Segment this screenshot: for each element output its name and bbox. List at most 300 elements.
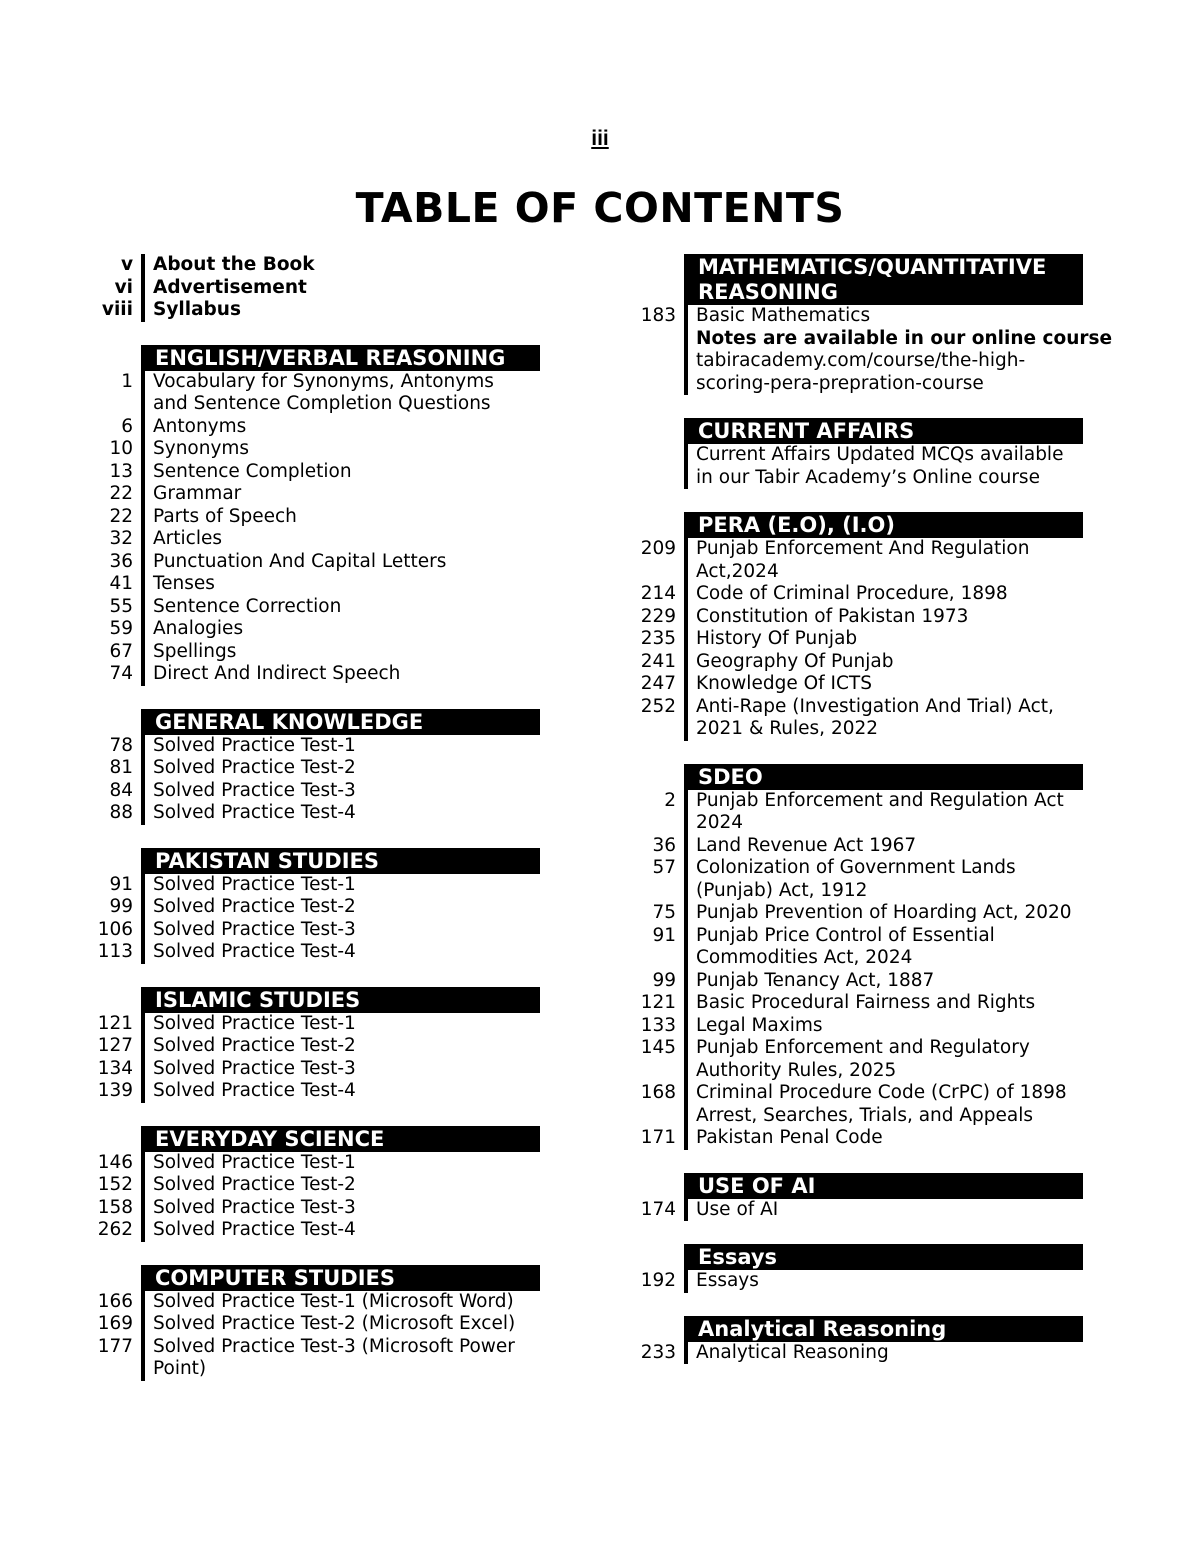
entry-title	[684, 673, 1083, 696]
entry-page-number: 6	[121, 415, 133, 437]
toc-section	[638, 418, 1083, 489]
entry-title-line: Legal Maxims	[696, 1014, 823, 1036]
entry-title-line: Essays	[696, 1270, 759, 1291]
entry-page-number: 183	[640, 305, 676, 326]
entry-title	[684, 1127, 1083, 1150]
section-heading[interactable]	[684, 1316, 1083, 1342]
entry-page-number: 41	[109, 573, 133, 594]
entry-title	[684, 1037, 1083, 1082]
toc-entry[interactable]	[95, 299, 540, 322]
section-header-row	[638, 254, 1083, 305]
toc-entry[interactable]	[95, 596, 540, 619]
toc-entry[interactable]	[95, 941, 540, 964]
toc-entry[interactable]	[95, 919, 540, 942]
entry-title-line: Anti-Rape (Investigation And Trial) Act,	[696, 695, 1054, 717]
entry-title	[141, 1197, 540, 1220]
entry-title	[141, 1174, 540, 1197]
section-header-row	[95, 848, 540, 874]
entry-title-line: Direct And Indirect Speech	[153, 663, 401, 684]
entry-title-line: Land Revenue Act 1967	[696, 834, 917, 856]
entry-page-number: 10	[109, 438, 133, 459]
entry-title	[141, 663, 540, 686]
toc-entry[interactable]	[638, 327, 1113, 351]
entry-page-number: 139	[97, 1080, 133, 1101]
section-heading[interactable]	[141, 848, 540, 874]
page-number: iii	[591, 127, 609, 150]
entry-page-number: 1	[121, 370, 133, 392]
toc-entry[interactable]	[638, 444, 1083, 489]
entry-title-line: Spellings	[153, 640, 237, 662]
toc-section	[95, 1265, 540, 1381]
entry-title	[141, 896, 540, 919]
entry-title-line: (Punjab) Act, 1912	[696, 879, 868, 901]
entry-title	[141, 1219, 540, 1242]
entry-title-line: Code of Criminal Procedure, 1898	[696, 583, 1008, 604]
entry-title	[141, 1080, 540, 1103]
entry-page-number: 133	[640, 1014, 676, 1036]
section-heading[interactable]	[684, 1173, 1083, 1199]
toc-entry[interactable]	[638, 835, 1083, 858]
entry-title-line: tabiracademy.com/course/the-high-	[696, 350, 1026, 371]
entry-page-number: 75	[652, 902, 676, 923]
entry-page-number: 171	[640, 1127, 676, 1148]
toc-entry[interactable]	[95, 483, 540, 506]
entry-title-line: About the Book	[153, 254, 315, 275]
entry-title	[684, 328, 1112, 351]
entry-title-line: Geography Of Punjab	[696, 650, 894, 672]
section-heading[interactable]	[141, 987, 540, 1013]
section-heading-line: USE OF AI	[698, 1173, 816, 1198]
entry-title-line: Use of AI	[696, 1198, 779, 1220]
toc-entry[interactable]	[95, 735, 540, 758]
section-heading-line: Analytical Reasoning	[698, 1316, 947, 1341]
section-header-row	[95, 987, 540, 1013]
section-heading-line: ENGLISH/VERBAL REASONING	[155, 345, 506, 370]
entry-page-number: 59	[109, 618, 133, 639]
entry-title	[684, 992, 1083, 1015]
entry-page-number: 99	[109, 896, 133, 917]
toc-entry[interactable]	[638, 696, 1083, 741]
entry-title-line: Punjab Enforcement And Regulation	[696, 538, 1030, 559]
entry-title-line: Analytical Reasoning	[696, 1341, 889, 1363]
entry-title-line: Solved Practice Test-2	[153, 1035, 356, 1056]
entry-title	[141, 371, 540, 416]
entry-title	[141, 461, 540, 484]
entry-page-number	[638, 350, 684, 395]
toc-entry[interactable]	[95, 573, 540, 596]
section-header-row	[638, 1316, 1083, 1342]
entry-title	[684, 583, 1083, 606]
entry-title	[141, 299, 540, 322]
section-heading[interactable]	[684, 764, 1083, 790]
toc-entry[interactable]	[638, 538, 1083, 583]
entry-title-line: Solved Practice Test-2	[153, 1174, 356, 1195]
section-heading-line: EVERYDAY SCIENCE	[155, 1126, 385, 1151]
entry-page-number: 174	[640, 1198, 676, 1220]
entry-title-line: Solved Practice Test-3 (Microsoft Power	[153, 1335, 515, 1357]
toc-entry[interactable]	[95, 757, 540, 780]
entry-title	[141, 483, 540, 506]
entry-title	[684, 305, 1083, 328]
entry-page-number: 113	[97, 941, 133, 962]
entry-title	[141, 438, 540, 461]
toc-entry[interactable]	[95, 1152, 540, 1175]
entry-page-number: 192	[640, 1270, 676, 1291]
entry-title-line: Punctuation And Capital Letters	[153, 550, 447, 572]
entry-title-line: Tenses	[153, 573, 215, 594]
entry-title-line: 2024	[696, 812, 744, 833]
entry-title-line: Solved Practice Test-1	[153, 734, 356, 756]
toc-right-column	[638, 254, 1113, 1387]
entry-page-number: 91	[109, 873, 133, 895]
entry-page-number: 209	[640, 538, 676, 559]
entry-page-number: 78	[109, 734, 133, 756]
toc-entry[interactable]	[95, 1013, 540, 1036]
entry-title	[141, 1152, 540, 1175]
entry-page-number: 168	[640, 1082, 676, 1103]
entry-title-line: Basic Procedural Fairness and Rights	[696, 992, 1036, 1013]
entry-page-number: 134	[97, 1057, 133, 1079]
section-header-row	[638, 764, 1083, 790]
section-heading-line: CURRENT AFFAIRS	[698, 419, 915, 443]
entry-title-line: Solved Practice Test-2	[153, 896, 356, 917]
section-heading-line: PAKISTAN STUDIES	[155, 848, 379, 873]
entry-title-line: Solved Practice Test-3	[153, 1196, 356, 1218]
entry-title-line: 2021 & Rules, 2022	[696, 718, 879, 739]
toc-entry[interactable]	[95, 896, 540, 919]
entry-page-number: 57	[652, 857, 676, 878]
toc-entry[interactable]	[638, 1082, 1083, 1127]
toc-entry[interactable]	[95, 1058, 540, 1081]
entry-page-number: 13	[109, 460, 133, 482]
entry-page-number: 106	[97, 918, 133, 940]
entry-title	[684, 925, 1083, 970]
entry-page-number: 214	[640, 583, 676, 604]
section-header-row	[638, 1173, 1083, 1199]
toc-entry[interactable]	[95, 254, 540, 277]
entry-page-number: 229	[640, 605, 676, 627]
toc-entry[interactable]	[638, 970, 1083, 993]
entry-title-line: and Sentence Completion Questions	[153, 393, 491, 414]
toc-section	[95, 1126, 540, 1242]
toc-entry[interactable]	[95, 663, 540, 686]
section-heading-line: ISLAMIC STUDIES	[155, 987, 361, 1012]
section-heading[interactable]	[141, 1265, 540, 1291]
toc-entry[interactable]	[95, 371, 540, 416]
entry-title	[141, 641, 540, 664]
section-heading[interactable]	[141, 1126, 540, 1152]
toc-entry[interactable]	[638, 628, 1083, 651]
entry-title-line: Authority Rules, 2025	[696, 1059, 897, 1081]
toc-section	[95, 709, 540, 825]
toc-entry[interactable]	[95, 1035, 540, 1058]
toc-entry[interactable]	[638, 1015, 1083, 1038]
section-header-row	[638, 418, 1083, 444]
entry-page-number: 247	[640, 673, 676, 694]
toc-entry[interactable]	[95, 1291, 540, 1314]
entry-title-line: History Of Punjab	[696, 628, 858, 649]
toc-entry[interactable]	[638, 857, 1083, 902]
toc-entry[interactable]	[95, 416, 540, 439]
entry-title-line: Vocabulary for Synonyms, Antonyms	[153, 370, 494, 392]
entry-page-number: 152	[97, 1174, 133, 1195]
toc-entry[interactable]	[95, 802, 540, 825]
section-header-row	[638, 1244, 1083, 1270]
entry-title	[141, 506, 540, 529]
toc-section	[638, 254, 1113, 395]
entry-page-number: 262	[97, 1219, 133, 1240]
toc-section	[95, 987, 540, 1103]
toc-entry[interactable]	[638, 673, 1083, 696]
entry-page-number: 36	[652, 834, 676, 856]
entry-title-line: Antonyms	[153, 415, 247, 437]
entry-title	[684, 696, 1083, 741]
toc-entry[interactable]	[95, 461, 540, 484]
entry-title	[141, 1058, 540, 1081]
entry-title	[141, 874, 540, 897]
entry-title	[684, 538, 1083, 583]
section-heading-line: PERA (E.O), (I.O)	[698, 513, 895, 537]
entry-title	[141, 780, 540, 803]
entry-title	[141, 1313, 540, 1336]
entry-title-line: Solved Practice Test-2 (Microsoft Excel)	[153, 1313, 516, 1334]
entry-title	[141, 551, 540, 574]
entry-page-number: 166	[97, 1290, 133, 1312]
toc-entry[interactable]	[638, 305, 1083, 328]
section-heading[interactable]	[141, 709, 540, 735]
toc-entry[interactable]	[95, 618, 540, 641]
section-heading[interactable]	[684, 512, 1083, 538]
toc-entry[interactable]	[95, 1174, 540, 1197]
toc-entry[interactable]	[638, 583, 1083, 606]
toc-entry[interactable]	[95, 506, 540, 529]
toc-entry[interactable]	[638, 790, 1083, 835]
entry-title	[684, 790, 1083, 835]
toc-section	[638, 764, 1083, 1150]
section-header-row	[95, 709, 540, 735]
entry-title-line: Current Affairs Updated MCQs available	[696, 444, 1064, 465]
entry-title	[684, 1342, 1083, 1365]
entry-title-line: Solved Practice Test-4	[153, 1080, 356, 1101]
entry-title	[141, 573, 540, 596]
section-heading-line: SDEO	[698, 764, 763, 789]
section-heading[interactable]	[684, 418, 1083, 444]
entry-title	[141, 596, 540, 619]
entry-page-number: 32	[109, 528, 133, 549]
entry-title-line: Colonization of Government Lands	[696, 857, 1016, 878]
toc-entry[interactable]	[638, 350, 1083, 395]
section-header-row	[638, 512, 1083, 538]
entry-page-number: 67	[109, 640, 133, 662]
toc-section	[95, 345, 540, 686]
entry-title-line: Punjab Tenancy Act, 1887	[696, 969, 935, 991]
entry-title-line: Punjab Price Control of Essential	[696, 924, 995, 946]
front-matter-list	[95, 254, 540, 322]
toc-entry[interactable]	[638, 1037, 1083, 1082]
entry-page-number: 241	[640, 650, 676, 672]
entry-title-line: Solved Practice Test-4	[153, 1219, 356, 1240]
entry-title-line: Act,2024	[696, 560, 779, 582]
entry-title-line: Point)	[153, 1358, 207, 1379]
toc-entry[interactable]	[95, 1219, 540, 1242]
section-heading[interactable]	[684, 1244, 1083, 1270]
entry-page-number: 177	[97, 1335, 133, 1357]
entry-title	[141, 919, 540, 942]
entry-title-line: Solved Practice Test-1	[153, 1151, 356, 1173]
section-header-row	[95, 345, 540, 371]
toc-entry[interactable]	[638, 1342, 1083, 1365]
entry-page-number: 169	[97, 1313, 133, 1334]
toc-section	[95, 848, 540, 964]
entry-page-number: 252	[640, 695, 676, 717]
section-header-row	[95, 1265, 540, 1291]
entry-title	[141, 618, 540, 641]
section-heading-line: MATHEMATICS/QUANTITATIVE	[698, 255, 1047, 279]
entry-title-line: Solved Practice Test-4	[153, 802, 356, 823]
toc-entry[interactable]	[95, 528, 540, 551]
entry-title-line: Analogies	[153, 618, 244, 639]
entry-title-line: Synonyms	[153, 438, 250, 459]
section-heading[interactable]	[684, 254, 1083, 305]
toc-section	[638, 1244, 1083, 1293]
entry-title	[141, 1291, 540, 1314]
toc-entry[interactable]	[95, 277, 540, 300]
entry-title-line: Solved Practice Test-3	[153, 918, 356, 940]
entry-title	[141, 941, 540, 964]
entry-title-line: Sentence Correction	[153, 595, 342, 617]
entry-title-line: Parts of Speech	[153, 505, 297, 527]
entry-title	[684, 902, 1083, 925]
toc-entry[interactable]	[95, 1197, 540, 1220]
toc-entry[interactable]	[638, 1270, 1083, 1293]
entry-page-number: vi	[114, 276, 133, 298]
toc-left-column	[95, 254, 540, 1404]
entry-page-number: 235	[640, 628, 676, 649]
toc-entry[interactable]	[638, 992, 1083, 1015]
entry-title-line: Punjab Enforcement and Regulation Act	[696, 789, 1064, 811]
entry-title	[684, 1199, 1083, 1222]
entry-title	[141, 528, 540, 551]
entry-title-line: Grammar	[153, 483, 242, 504]
entry-page-number: 158	[97, 1196, 133, 1218]
entry-title-line: Solved Practice Test-4	[153, 941, 356, 962]
entry-title-line: Notes are available in our online course	[696, 327, 1113, 349]
section-heading-line: REASONING	[698, 280, 838, 304]
entry-title-line: in our Tabir Academy’s Online course	[696, 466, 1040, 488]
toc-entry[interactable]	[95, 780, 540, 803]
toc-entry[interactable]	[638, 606, 1083, 629]
entry-page-number: 81	[109, 757, 133, 778]
entry-page-number: v	[120, 254, 133, 275]
entry-title	[141, 802, 540, 825]
entry-title-line: Advertisement	[153, 276, 307, 298]
entry-title-line: Constitution of Pakistan 1973	[696, 605, 969, 627]
entry-title-line: Solved Practice Test-1 (Microsoft Word)	[153, 1290, 514, 1312]
entry-title-line: Solved Practice Test-3	[153, 1057, 356, 1079]
entry-title	[684, 1270, 1083, 1293]
entry-title-line: Criminal Procedure Code (CrPC) of 1898	[696, 1082, 1067, 1103]
entry-title	[684, 835, 1083, 858]
entry-page-number: 2	[664, 789, 676, 811]
entry-title-line: Arrest, Searches, Trials, and Appeals	[696, 1104, 1034, 1126]
entry-page-number: 55	[109, 595, 133, 617]
entry-title	[684, 651, 1083, 674]
toc-entry[interactable]	[638, 1127, 1083, 1150]
entry-page-number	[638, 328, 684, 351]
toc-entry[interactable]	[638, 925, 1083, 970]
entry-title-line: Solved Practice Test-3	[153, 779, 356, 801]
toc-section	[638, 512, 1083, 741]
toc-section	[638, 1316, 1083, 1365]
entry-title-line: Solved Practice Test-2	[153, 757, 356, 778]
entry-title	[684, 444, 1083, 489]
toc-entry[interactable]	[95, 874, 540, 897]
section-heading-line: GENERAL KNOWLEDGE	[155, 709, 424, 734]
entry-title-line: Basic Mathematics	[696, 305, 871, 326]
entry-title	[684, 1015, 1083, 1038]
toc-entry[interactable]	[95, 551, 540, 574]
toc-entry[interactable]	[95, 1336, 540, 1381]
entry-title-line: Knowledge Of ICTS	[696, 673, 872, 694]
toc-entry[interactable]	[638, 651, 1083, 674]
entry-page-number: 36	[109, 550, 133, 572]
entry-title-line: Punjab Prevention of Hoarding Act, 2020	[696, 902, 1072, 923]
entry-page-number: 146	[97, 1151, 133, 1173]
entry-title	[141, 1336, 540, 1381]
entry-title	[141, 735, 540, 758]
toc-entry[interactable]	[95, 1313, 540, 1336]
entry-title	[684, 606, 1083, 629]
section-heading-line: Essays	[698, 1245, 778, 1269]
entry-title-line: Pakistan Penal Code	[696, 1127, 883, 1148]
right-sections	[638, 254, 1113, 1364]
entry-page-number: 121	[640, 992, 676, 1013]
entry-title	[141, 277, 540, 300]
entry-title-line: scoring-pera-prepration-course	[696, 372, 984, 394]
entry-title	[141, 1035, 540, 1058]
section-heading[interactable]	[141, 345, 540, 371]
entry-page-number: 74	[109, 663, 133, 684]
section-header-row	[95, 1126, 540, 1152]
entry-page-number: 88	[109, 802, 133, 823]
entry-page-number: 233	[640, 1341, 676, 1363]
entry-title-line: Articles	[153, 528, 222, 549]
entry-page-number: 84	[109, 779, 133, 801]
toc-entry[interactable]	[638, 1199, 1083, 1222]
entry-title	[141, 254, 540, 277]
entry-page-number: 121	[97, 1012, 133, 1034]
entry-title	[684, 970, 1083, 993]
entry-title-line: Punjab Enforcement and Regulatory	[696, 1037, 1030, 1058]
toc-section	[638, 1173, 1083, 1222]
entry-page-number: 145	[640, 1037, 676, 1058]
entry-page-number: 99	[652, 969, 676, 991]
toc-entry[interactable]	[95, 438, 540, 461]
entry-title-line: Sentence Completion	[153, 460, 352, 482]
left-sections	[95, 345, 540, 1381]
entry-title-line: Solved Practice Test-1	[153, 1012, 356, 1034]
toc-entry[interactable]	[95, 1080, 540, 1103]
entry-title	[684, 1082, 1083, 1127]
entry-page-number: 22	[109, 505, 133, 527]
entry-page-number	[638, 444, 684, 489]
page-title: TABLE OF CONTENTS	[355, 184, 845, 232]
entry-page-number: 127	[97, 1035, 133, 1056]
entry-title	[684, 857, 1083, 902]
toc-entry[interactable]	[638, 902, 1083, 925]
entry-page-number: 91	[652, 924, 676, 946]
toc-entry[interactable]	[95, 641, 540, 664]
